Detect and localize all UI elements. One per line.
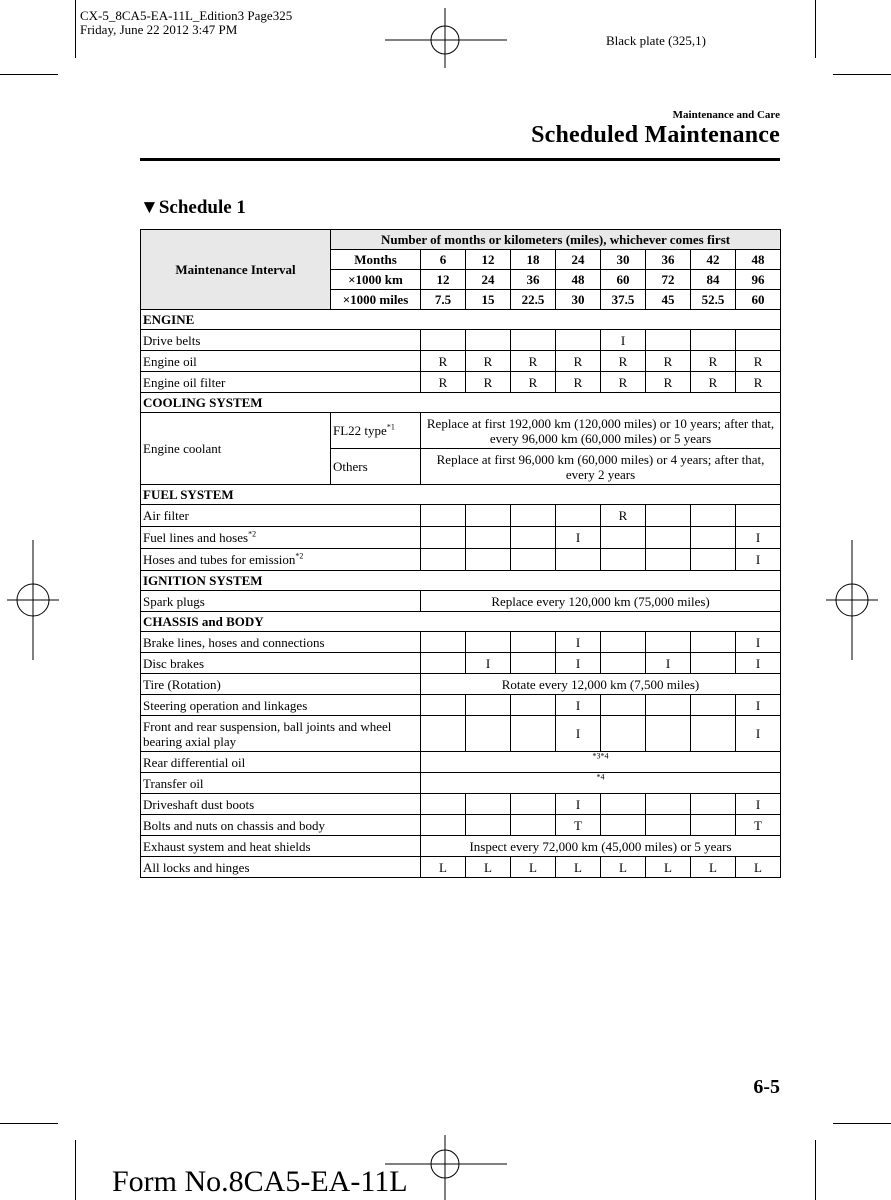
interval-cell [466, 815, 511, 836]
table-row [141, 695, 781, 716]
interval-cell [646, 505, 691, 527]
table-row [141, 716, 781, 752]
item-label [141, 794, 421, 815]
interval-cell [691, 653, 736, 674]
interval-cell [601, 794, 646, 815]
table-row [141, 674, 781, 695]
scale-value: 52.5 [691, 290, 736, 310]
interval-cell: R [556, 372, 601, 393]
interval-cell [646, 549, 691, 571]
interval-cell: I [466, 653, 511, 674]
scale-value: 60 [601, 270, 646, 290]
item-text: Brake lines, hoses and connections [143, 634, 325, 650]
span-instruction: Replace at first 96,000 km (60,000 miles) or 4 years; after that, every 2 years [421, 449, 781, 485]
item-text: Spark plugs [143, 593, 205, 609]
item-text: Air filter [143, 508, 189, 523]
scale-value: 60 [736, 290, 781, 310]
interval-cell: R [421, 351, 466, 372]
table-row [141, 612, 781, 632]
section-label: Maintenance and Care [672, 109, 780, 121]
interval-cell: I [736, 794, 781, 815]
table-row [141, 485, 781, 505]
scale-value: 15 [466, 290, 511, 310]
interval-cell [601, 653, 646, 674]
registration-mark-icon [7, 540, 59, 660]
table-row [141, 815, 781, 836]
interval-cell: I [556, 716, 601, 752]
crop-mark [815, 1140, 816, 1200]
interval-cell [646, 716, 691, 752]
interval-cell [646, 330, 691, 351]
item-text: Exhaust system and heat shields [143, 838, 311, 854]
interval-cell: I [556, 527, 601, 549]
table-row [141, 351, 781, 372]
interval-cell [466, 527, 511, 549]
interval-cell [466, 505, 511, 527]
interval-cell [511, 527, 556, 549]
item-text: Transfer oil [143, 775, 204, 791]
crop-mark [0, 1123, 58, 1124]
registration-mark-icon [826, 540, 878, 660]
interval-cell: I [556, 632, 601, 653]
scale-value: 48 [736, 250, 781, 270]
scale-value: 72 [646, 270, 691, 290]
table-row [141, 591, 781, 612]
item-label [141, 836, 421, 857]
span-instruction: Inspect every 72,000 km (45,000 miles) or 5 years [421, 836, 781, 857]
maintenance-table [140, 229, 781, 878]
item-text: Tire (Rotation) [143, 676, 221, 692]
group-heading: COOLING SYSTEM [141, 393, 781, 413]
scale-value: 36 [511, 270, 556, 290]
item-label: Engine coolant [141, 413, 331, 485]
item-text: Drive belts [143, 332, 201, 348]
interval-cell: L [511, 857, 556, 878]
scale-value: 24 [466, 270, 511, 290]
interval-cell: R [466, 372, 511, 393]
interval-cell [511, 632, 556, 653]
interval-cell [691, 695, 736, 716]
interval-cell [646, 794, 691, 815]
table-row [141, 413, 781, 449]
interval-cell [646, 527, 691, 549]
scale-value: 45 [646, 290, 691, 310]
interval-cell [691, 505, 736, 527]
interval-cell [511, 653, 556, 674]
interval-cell: I [556, 695, 601, 716]
interval-cell: I [736, 716, 781, 752]
interval-cell [421, 632, 466, 653]
interval-cell [691, 632, 736, 653]
item-label [141, 773, 421, 794]
footnote-marker: *3*4 [592, 751, 609, 761]
table-row [141, 773, 781, 794]
interval-cell [466, 794, 511, 815]
table-row [141, 794, 781, 815]
interval-cell [421, 695, 466, 716]
interval-cell: R [511, 351, 556, 372]
registration-mark-icon [385, 8, 507, 68]
table-row [141, 653, 781, 674]
span-instruction: Replace at first 192,000 km (120,000 miles) or 10 years; after that, every 96,000 km (60,000 miles) or 5 years [421, 413, 781, 449]
scale-value: 7.5 [421, 290, 466, 310]
interval-cell [466, 549, 511, 571]
item-text: Engine oil filter [143, 374, 226, 390]
crop-mark [815, 0, 816, 58]
interval-cell [421, 815, 466, 836]
interval-cell: R [736, 372, 781, 393]
table-row [141, 505, 781, 527]
note-cell [421, 752, 781, 773]
interval-cell: T [736, 815, 781, 836]
interval-cell [511, 695, 556, 716]
interval-cell [691, 716, 736, 752]
span-instruction: Rotate every 12,000 km (7,500 miles) [421, 674, 781, 695]
interval-cell: R [646, 351, 691, 372]
scale-label: Months [331, 250, 421, 270]
interval-cell [421, 527, 466, 549]
scale-value: 84 [691, 270, 736, 290]
scale-value: 36 [646, 250, 691, 270]
table-row [141, 393, 781, 413]
interval-cell [421, 794, 466, 815]
table-row [141, 230, 781, 250]
scale-value: 42 [691, 250, 736, 270]
interval-cell: L [601, 857, 646, 878]
scale-value: 24 [556, 250, 601, 270]
page-title: Scheduled Maintenance [531, 122, 780, 148]
item-text: Bolts and nuts on chassis and body [143, 817, 325, 833]
footnote-marker: *4 [596, 772, 605, 782]
interval-cell [511, 794, 556, 815]
item-label [141, 653, 421, 674]
table-row [141, 752, 781, 773]
interval-cell [556, 505, 601, 527]
table-row [141, 632, 781, 653]
scale-value: 18 [511, 250, 556, 270]
table-row [141, 372, 781, 393]
span-header: Number of months or kilometers (miles), whichever comes first [331, 230, 781, 250]
interval-cell [466, 695, 511, 716]
interval-cell: R [466, 351, 511, 372]
interval-cell [691, 527, 736, 549]
interval-cell [466, 330, 511, 351]
crop-mark [75, 0, 76, 58]
scale-value: 30 [556, 290, 601, 310]
interval-cell [736, 505, 781, 527]
interval-cell [601, 632, 646, 653]
interval-cell [556, 549, 601, 571]
scale-value: 6 [421, 250, 466, 270]
interval-cell: R [511, 372, 556, 393]
plate-label: Black plate (325,1) [606, 33, 706, 48]
item-label [141, 549, 421, 571]
group-heading: IGNITION SYSTEM [141, 571, 781, 591]
interval-label: Maintenance Interval [141, 230, 331, 310]
item-text: All locks and hinges [143, 859, 250, 875]
interval-cell [511, 716, 556, 752]
item-text: Rear differential oil [143, 754, 246, 770]
footnote-marker: *2 [295, 551, 304, 561]
interval-cell: R [646, 372, 691, 393]
item-label [141, 674, 421, 695]
span-instruction: Replace every 120,000 km (75,000 miles) [421, 591, 781, 612]
interval-cell [511, 549, 556, 571]
coolant-type-text: FL22 type [333, 423, 387, 438]
item-label [141, 351, 421, 372]
interval-cell [511, 330, 556, 351]
interval-cell: L [736, 857, 781, 878]
table-row [141, 330, 781, 351]
interval-cell: R [421, 372, 466, 393]
interval-cell: R [736, 351, 781, 372]
crop-mark [0, 74, 58, 75]
item-text: Fuel lines and hoses [143, 530, 249, 545]
interval-cell: I [736, 695, 781, 716]
print-timestamp: Friday, June 22 2012 3:47 PM [80, 22, 238, 37]
table-row [141, 527, 781, 549]
item-label [141, 591, 421, 612]
note-cell [421, 773, 781, 794]
interval-cell: I [601, 330, 646, 351]
interval-cell [421, 653, 466, 674]
crop-mark [75, 1140, 76, 1200]
interval-cell [466, 632, 511, 653]
interval-cell: T [556, 815, 601, 836]
print-job-name: CX-5_8CA5-EA-11L_Edition3 Page325 [80, 8, 293, 23]
interval-cell: R [556, 351, 601, 372]
item-label [141, 695, 421, 716]
interval-cell: L [646, 857, 691, 878]
item-label [141, 527, 421, 549]
interval-cell: I [736, 527, 781, 549]
coolant-type [331, 413, 421, 449]
interval-cell: I [736, 653, 781, 674]
interval-cell [691, 815, 736, 836]
group-heading: ENGINE [141, 310, 781, 330]
triangle-marker-icon: ▼ [140, 197, 159, 218]
scale-value: 48 [556, 270, 601, 290]
interval-cell [691, 330, 736, 351]
item-text: Front and rear suspension, ball joints and wheel bearing axial play [143, 718, 392, 749]
item-label [141, 752, 421, 773]
interval-cell: I [556, 794, 601, 815]
scale-value: 96 [736, 270, 781, 290]
interval-cell: R [691, 351, 736, 372]
interval-cell: R [601, 351, 646, 372]
coolant-type-text: Others [333, 459, 368, 474]
item-text: Driveshaft dust boots [143, 796, 255, 812]
item-label [141, 505, 421, 527]
item-label [141, 716, 421, 752]
interval-cell: L [556, 857, 601, 878]
item-text: Disc brakes [143, 655, 205, 671]
item-label [141, 857, 421, 878]
scale-value: 30 [601, 250, 646, 270]
interval-cell: L [691, 857, 736, 878]
interval-cell [736, 330, 781, 351]
interval-cell: I [556, 653, 601, 674]
interval-cell [421, 716, 466, 752]
schedule-heading-text: Schedule 1 [158, 197, 246, 218]
interval-cell: I [646, 653, 691, 674]
scale-value: 37.5 [601, 290, 646, 310]
interval-cell: I [736, 549, 781, 571]
crop-mark [833, 74, 891, 75]
interval-cell [601, 716, 646, 752]
table-row [141, 836, 781, 857]
item-label [141, 330, 421, 351]
interval-cell [466, 716, 511, 752]
interval-cell: I [736, 632, 781, 653]
table-row [141, 310, 781, 330]
interval-cell [421, 549, 466, 571]
footnote-marker: *1 [386, 422, 395, 432]
form-number: Form No.8CA5-EA-11L [112, 1165, 408, 1198]
item-label [141, 372, 421, 393]
interval-cell [601, 549, 646, 571]
scale-value: 12 [421, 270, 466, 290]
footnote-marker: *2 [248, 529, 257, 539]
item-label [141, 632, 421, 653]
interval-cell [556, 330, 601, 351]
group-heading: FUEL SYSTEM [141, 485, 781, 505]
interval-cell [601, 695, 646, 716]
page-number: 6-5 [753, 1076, 780, 1098]
interval-cell [511, 815, 556, 836]
interval-cell [691, 549, 736, 571]
item-text: Hoses and tubes for emission [143, 552, 296, 567]
interval-cell [646, 695, 691, 716]
interval-cell [601, 815, 646, 836]
scale-value: 12 [466, 250, 511, 270]
crop-mark [833, 1123, 891, 1124]
table-row [141, 549, 781, 571]
item-text: Engine oil [143, 353, 197, 369]
interval-cell [601, 527, 646, 549]
group-heading: CHASSIS and BODY [141, 612, 781, 632]
interval-cell: L [421, 857, 466, 878]
table-row [141, 857, 781, 878]
interval-cell: R [691, 372, 736, 393]
table-row [141, 571, 781, 591]
interval-cell [646, 632, 691, 653]
item-label [141, 815, 421, 836]
scale-value: 22.5 [511, 290, 556, 310]
interval-cell [421, 330, 466, 351]
interval-cell [421, 505, 466, 527]
interval-cell [511, 505, 556, 527]
interval-cell: R [601, 372, 646, 393]
scale-label: ×1000 km [331, 270, 421, 290]
item-text: Steering operation and linkages [143, 697, 308, 713]
interval-cell: L [466, 857, 511, 878]
schedule-heading [140, 197, 246, 219]
header-rule [140, 158, 780, 161]
interval-cell: R [601, 505, 646, 527]
interval-cell [646, 815, 691, 836]
scale-label: ×1000 miles [331, 290, 421, 310]
interval-cell [691, 794, 736, 815]
coolant-type [331, 449, 421, 485]
